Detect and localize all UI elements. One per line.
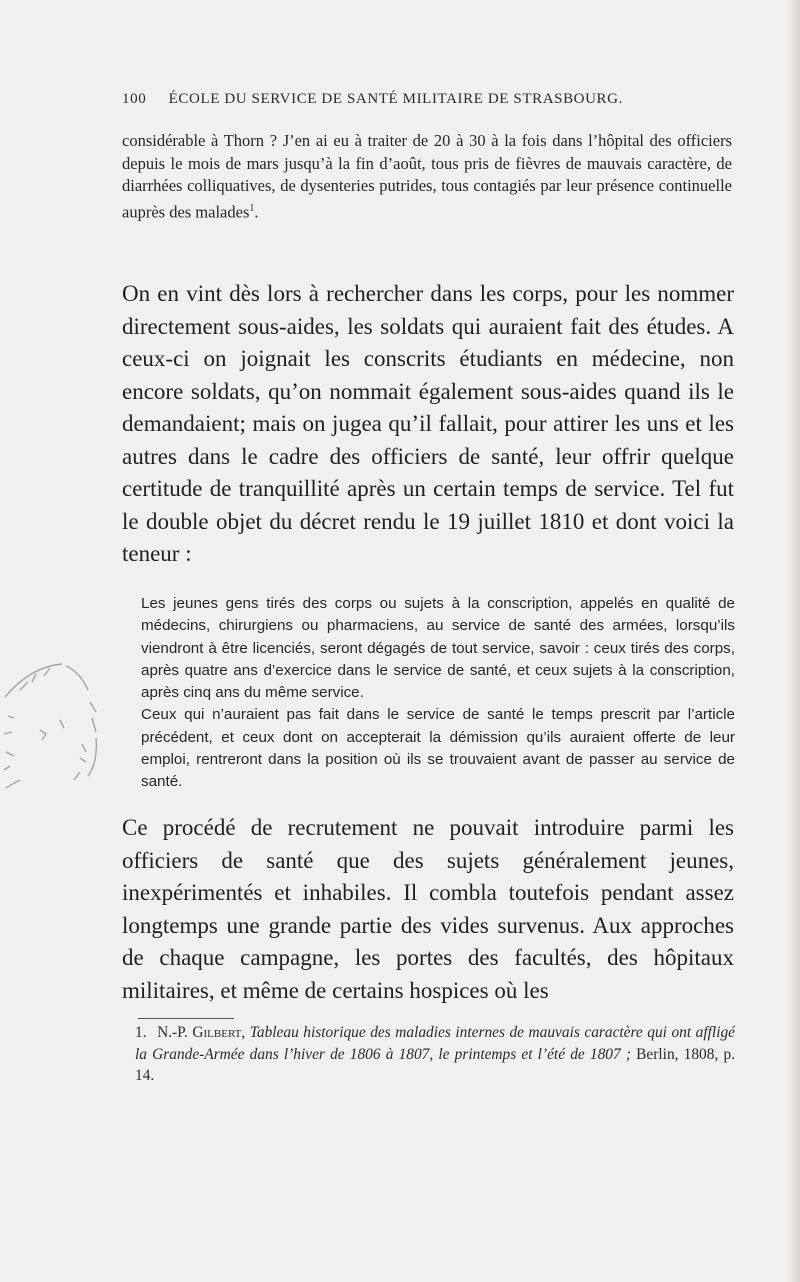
footnote-title: Tableau historique des maladies internes de mauvais caractère qui ont affligé la Grande-Armée dans l’hiver de 1806 à 1807, le printemps et l’été de 1807 ; bbox=[135, 1024, 735, 1063]
paragraph-intro-end: . bbox=[254, 202, 259, 221]
footnote bbox=[135, 1022, 735, 1087]
paragraph-intro bbox=[122, 130, 732, 224]
footnote-author: N.-P. Gilbert, bbox=[157, 1024, 246, 1041]
paragraph-procedure: Ce procédé de recrutement ne pouvait introduire parmi les officiers de santé que des sujets généralement jeunes, inexpérimentés et inhabiles. Il combla toutefois pendant assez longtemps une grande partie des vides survenus. Aux approches de chaque campagne, les portes des facultés, des hôpitaux militaires, et même de certains hospices où les bbox=[122, 815, 734, 1003]
decree-quote bbox=[141, 593, 735, 794]
decree-article-2: Ceux qui n’auraient pas fait dans le service de santé le temps prescrit par l’article précédent, et ceux dont on accepterait la démission qu’ils auraient offerte de leur emploi, rentreront dans la position où ils se trouvaient avant de passer au service de santé. bbox=[141, 706, 735, 791]
page-edge-shadow bbox=[786, 0, 800, 1282]
running-title: ÉCOLE DU SERVICE DE SANTÉ MILITAIRE DE STRASBOURG. bbox=[168, 91, 623, 107]
footnote-divider bbox=[138, 1018, 234, 1019]
library-stamp-icon bbox=[0, 652, 120, 792]
footnote-publication: Berlin, 1808, p. 14. bbox=[135, 1045, 736, 1084]
paragraph-intro-text: considérable à Thorn ? J’en ai eu à traiter de 20 à 30 à la fois dans l’hôpital des officiers depuis le mois de mars jusqu’à la fin d’août, tous pris de fièvres de mauvais caractère, de diarrhées colliquatives, de dysenteries putrides, tous contagiés par leur présence continuelle auprès des malades bbox=[122, 131, 732, 221]
decree-article-1: Les jeunes gens tirés des corps ou sujets à la conscription, appelés en qualité de médecins, chirurgiens ou pharmaciens, au service de santé des armées, lorsqu’ils viendront à être licenciés, seront dégagés de tout service, savoir : ceux tirés des corps, après quatre ans d’exercice dans le service de santé, et ceux sujets à la conscription, après cinq ans du même service. bbox=[141, 595, 735, 702]
footnote-reference: 1 bbox=[249, 202, 255, 214]
running-header bbox=[122, 91, 732, 108]
paragraph-recruitment: On en vint dès lors à rechercher dans les corps, pour les nommer directement sous-aides, les soldats qui auraient fait des études. A ceux-ci on joignait les conscrits étudiants en médecine, non encore soldats, qu’on nommait également sous-aides quand ils le demandaient; mais on jugea qu’il fallait, pour attirer les uns et les autres dans le cadre des officiers de santé, leur offrir quelque certitude de tranquillité après un certain temps de service. Tel fut le double objet du décret rendu le 19 juillet 1810 et dont voici la teneur : bbox=[122, 281, 734, 566]
footnote-number: 1. bbox=[135, 1024, 147, 1041]
page-number: 100 bbox=[122, 91, 147, 107]
